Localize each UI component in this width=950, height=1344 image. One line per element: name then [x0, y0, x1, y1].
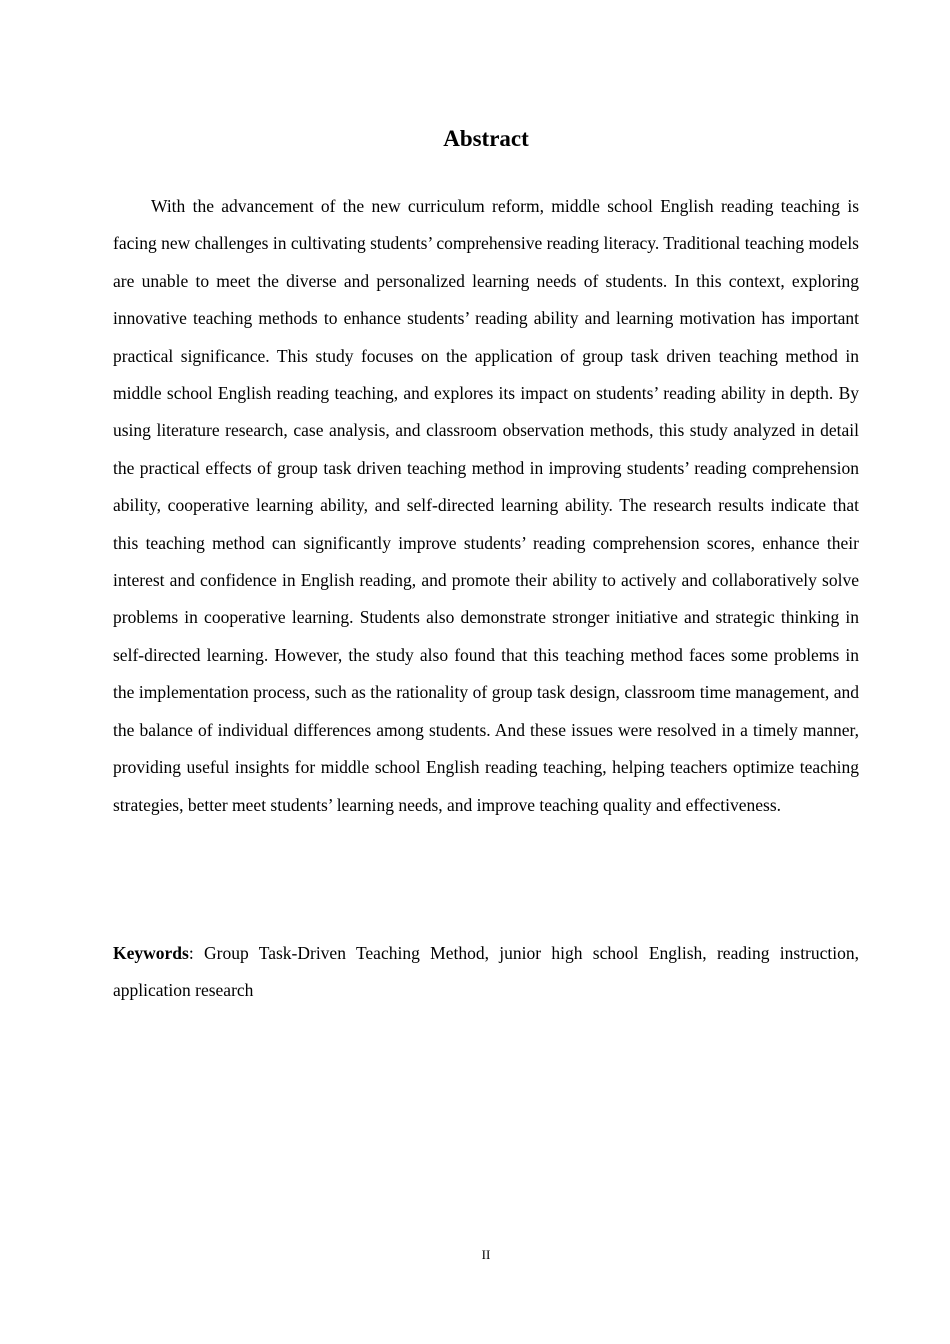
keywords-paragraph: [113, 935, 859, 1010]
keywords-label: Keywords: [113, 943, 189, 963]
keywords-separator: :: [188, 943, 205, 963]
abstract-body: With the advancement of the new curriculum reform, middle school English reading teaching is facing new challenges in cultivating students’ comprehensive reading literacy. Traditional teaching models are unable to meet the diverse and personalized learning needs of students. In this context, exploring innovative teaching methods to enhance students’ reading ability and learning motivation has important practical significance. This study focuses on the application of group task driven teaching method in middle school English reading teaching, and explores its impact on students’ reading ability in depth. By using literature research, case analysis, and classroom observation methods, this study analyzed in detail the practical effects of group task driven teaching method in improving students’ reading comprehension ability, cooperative learning ability, and self-directed learning ability. The research results indicate that this teaching method can significantly improve students’ reading comprehension scores, enhance their interest and confidence in English reading, and promote their ability to actively and collaboratively solve problems in cooperative learning. Students also demonstrate stronger initiative and strategic thinking in self-directed learning. However, the study also found that this teaching method faces some problems in the implementation process, such as the rationality of group task design, classroom time management, and the balance of individual differences among students. And these issues were resolved in a timely manner, providing useful insights for middle school English reading teaching, helping teachers optimize teaching strategies, better meet students’ learning needs, and improve teaching quality and effectiveness.: [113, 196, 859, 815]
keywords-text: Group Task-Driven Teaching Method, junior high school English, reading instruction, application research: [113, 943, 859, 1001]
page-number: II: [481, 1247, 491, 1262]
abstract-title: Abstract: [443, 126, 529, 151]
